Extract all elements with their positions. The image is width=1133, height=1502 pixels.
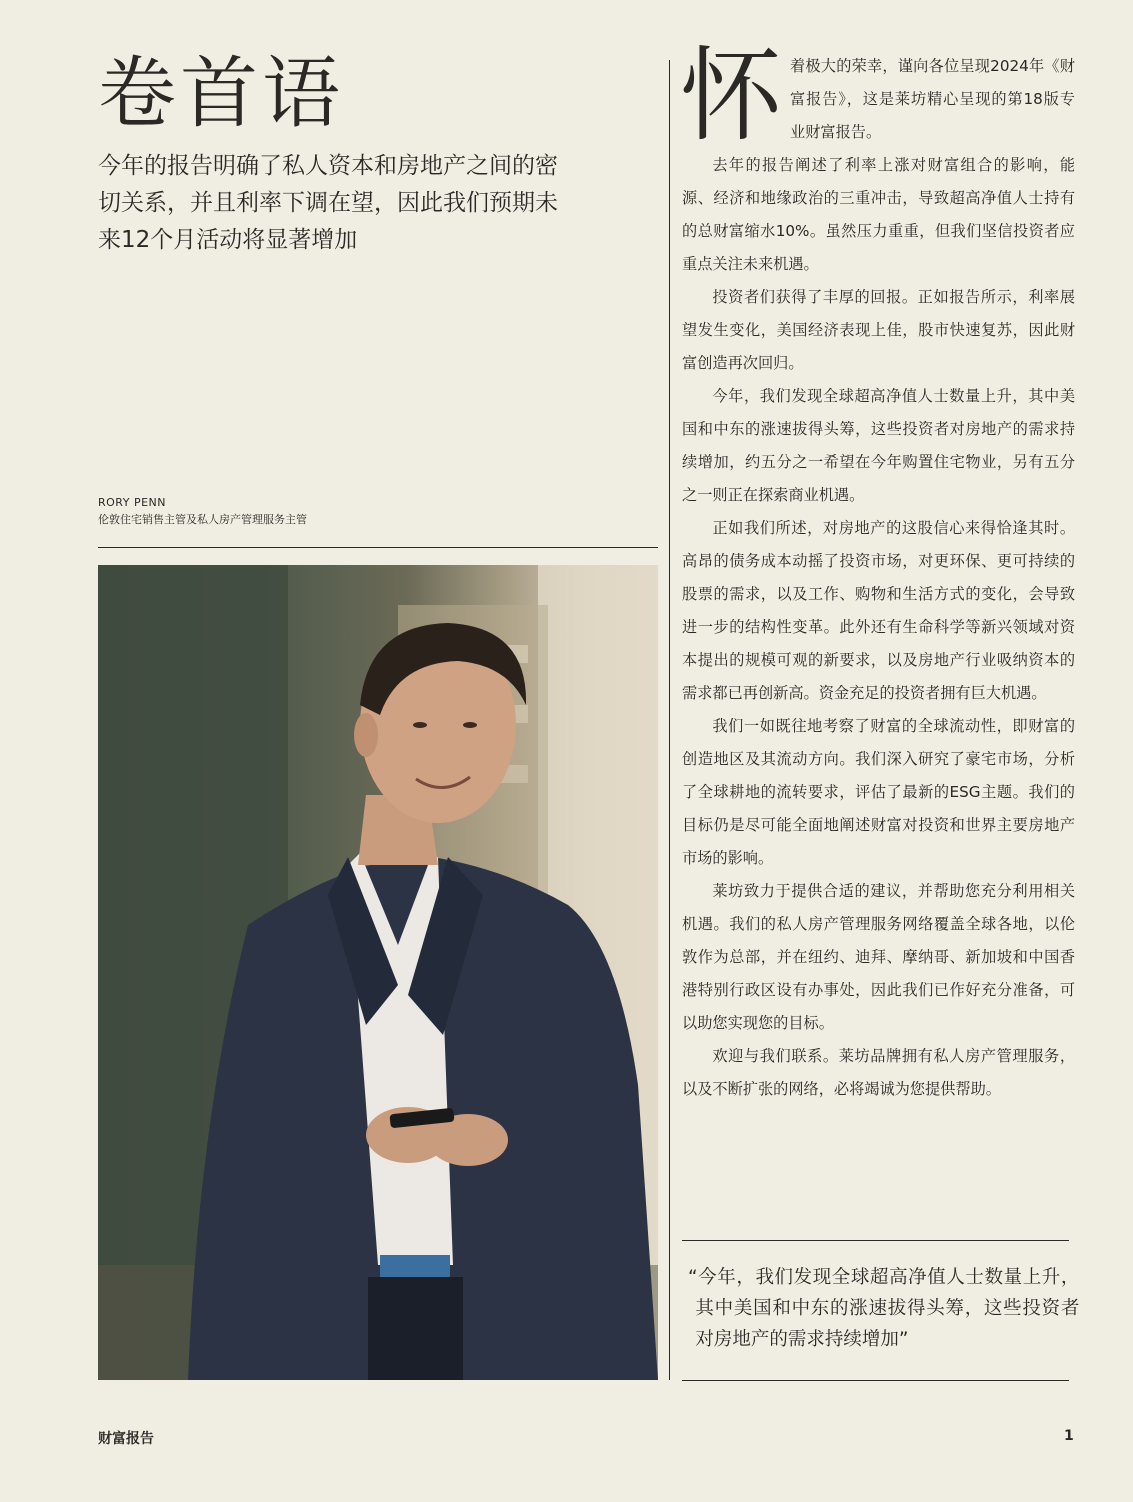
drop-cap: 怀	[680, 37, 782, 156]
footer-publication: 财富报告	[98, 1431, 154, 1447]
author-portrait	[98, 565, 658, 1380]
page-title: 卷首语	[98, 49, 345, 139]
article-body	[682, 50, 1075, 1106]
article-paragraph: 正如我们所述，对房地产的这股信心来得恰逢其时。高昂的债务成本动摇了投资市场，对更环保、更可持续的股票的需求，以及工作、购物和生活方式的变化，会导致进一步的结构性变革。此外还有生命科学等新兴领域对资本提出的规模可观的新要求，以及房地产行业吸纳资本的需求都已再创新高。资金充足的投资者拥有巨大机遇。	[682, 519, 1075, 702]
pull-quote: “今年，我们发现全球超高净值人士数量上升，其中美国和中东的涨速拔得头筹，这些投资者对房地产的需求持续增加”	[688, 1267, 1080, 1350]
quote-divider-top	[682, 1240, 1069, 1241]
article-paragraph: 莱坊致力于提供合适的建议，并帮助您充分利用相关机遇。我们的私人房产管理服务网络覆盖全球各地，以伦敦作为总部，并在纽约、迪拜、摩纳哥、新加坡和中国香港特别行政区设有办事处，因此我们已作好充分准备，可以助您实现您的目标。	[682, 882, 1075, 1032]
quote-divider-bottom	[682, 1380, 1069, 1381]
author-name: RORY PENN	[98, 496, 166, 509]
page-number: 1	[1064, 1428, 1074, 1444]
article-paragraph: 我们一如既往地考察了财富的全球流动性，即财富的创造地区及其流动方向。我们深入研究了豪宅市场，分析了全球耕地的流转要求，评估了最新的ESG主题。我们的目标仍是尽可能全面地阐述财富对投资和世界主要房地产市场的影响。	[682, 717, 1075, 867]
author-role: 伦敦住宅销售主管及私人房产管理服务主管	[98, 513, 307, 526]
article-intro-text: 着极大的荣幸，谨向各位呈现2024年《财富报告》，这是莱坊精心呈现的第18版专业财富报告。	[790, 57, 1075, 141]
article-intro	[682, 50, 1075, 149]
article-paragraph: 今年，我们发现全球超高净值人士数量上升，其中美国和中东的涨速拔得头筹，这些投资者对房地产的需求持续增加，约五分之一希望在今年购置住宅物业，另有五分之一则正在探索商业机遇。	[682, 387, 1075, 504]
article-paragraph: 投资者们获得了丰厚的回报。正如报告所示，利率展望发生变化，美国经济表现上佳，股市快速复苏，因此财富创造再次回归。	[682, 288, 1075, 372]
article-paragraph: 去年的报告阐述了利率上涨对财富组合的影响，能源、经济和地缘政治的三重冲击，导致超高净值人士持有的总财富缩水10%。虽然压力重重，但我们坚信投资者应重点关注未来机遇。	[682, 156, 1075, 273]
article-paragraph: 欢迎与我们联系。莱坊品牌拥有私人房产管理服务，以及不断扩张的网络，必将竭诚为您提供帮助。	[682, 1047, 1075, 1098]
page-subtitle: 今年的报告明确了私人资本和房地产之间的密切关系，并且利率下调在望，因此我们预期未来12个月活动将显著增加	[98, 153, 558, 253]
drop-cap-spacer	[682, 50, 790, 145]
column-divider	[669, 60, 670, 1380]
divider-left	[98, 547, 658, 548]
